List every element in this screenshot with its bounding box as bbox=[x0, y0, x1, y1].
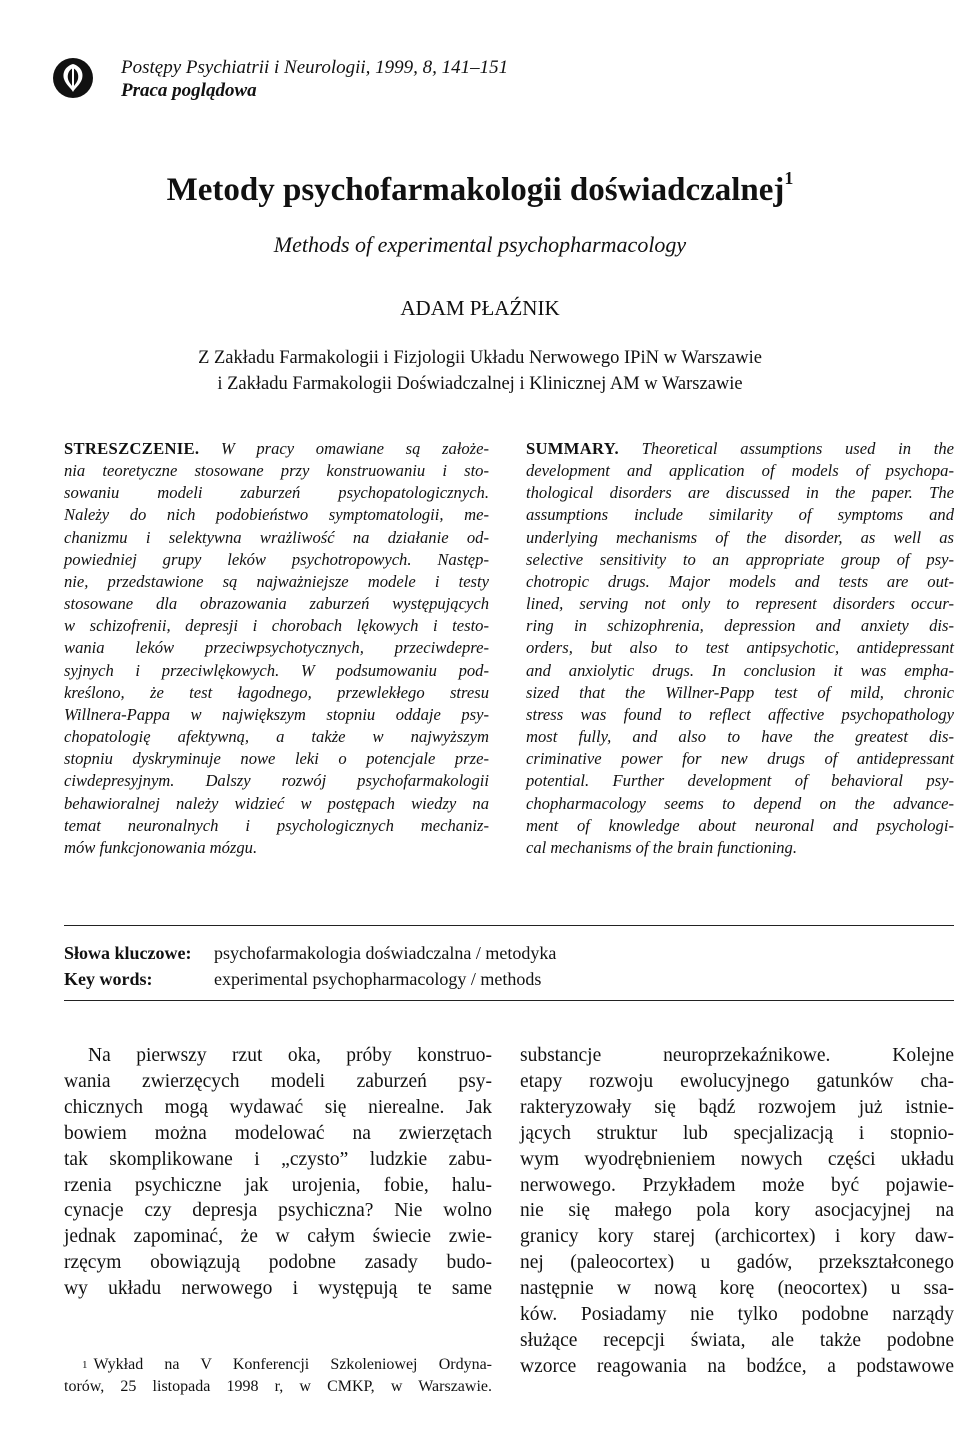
journal-logo-icon bbox=[52, 57, 94, 99]
journal-header bbox=[121, 56, 508, 102]
article-type: Praca poglądowa bbox=[121, 80, 257, 101]
abstract-line: thological disorders are discussed in the paper. The bbox=[526, 483, 954, 503]
body-line: jednak zapominać, że w całym świecie zwie- bbox=[64, 1226, 492, 1248]
body-line: nej (paleocortex) u gadów, przekształconego bbox=[520, 1252, 954, 1274]
body-line: rzęcym obowiązują podobne zasady budo- bbox=[64, 1252, 492, 1274]
body-line: substancje neuroprzekaźnikowe. Kolejne bbox=[520, 1045, 954, 1066]
body-line: ków. Posiadamy nie tylko podobne narządy bbox=[520, 1304, 954, 1326]
abstract-line: stopniu dyskryminuje nowe leki o potencjale prze- bbox=[64, 749, 489, 769]
abstract-line: nie, przedstawione są najważniejsze modele i testy bbox=[64, 571, 489, 591]
title-footnote-mark: 1 bbox=[784, 168, 794, 188]
abstract-line: nia teoretyczne stosowane przy konstruowaniu i sto- bbox=[64, 461, 489, 481]
abstract-line: assumptions include similarity of symptoms and bbox=[526, 505, 954, 525]
abstract-line: ring in schizophrenia, depression and anxiety dis- bbox=[526, 616, 954, 636]
keywords-label: Key words: bbox=[64, 969, 153, 989]
body-line: Na pierwszy rzut oka, próby konstruo- bbox=[88, 1045, 492, 1066]
body-line: wania zwierzęcych modeli zaburzeń psy- bbox=[64, 1070, 492, 1092]
abstract-line: most fully, and also to have the greatest dis- bbox=[526, 727, 954, 747]
body-line: służące recepcji świata, ale także podobne bbox=[520, 1329, 954, 1351]
abstract-line: wania leków przeciwpsychotycznych, przeciwdepre- bbox=[64, 638, 489, 658]
abstract-line: ment of knowledge about neuronal and psychologi- bbox=[526, 815, 954, 835]
abstract-line: criminative power for new drugs of antidepressant bbox=[526, 749, 954, 769]
abstract-line: potential. Further development of behavioral psy- bbox=[526, 771, 954, 791]
affiliation-line: i Zakładu Farmakologii Doświadczalnej i Klinicznej AM w Warszawie bbox=[217, 374, 743, 394]
abstract-english bbox=[526, 438, 954, 859]
abstract-line: underlying mechanisms of the disorder, as well as bbox=[526, 527, 954, 547]
affiliation bbox=[0, 345, 960, 397]
abstract-line: lined, serving not only to represent disorders occur- bbox=[526, 594, 954, 614]
abstract-line: powiedniej grupy leków psychotropowych. Następ- bbox=[64, 549, 489, 569]
abstract-line: syjnych i przeciwlękowych. W podsumowaniu pod- bbox=[64, 660, 489, 680]
body-column-left bbox=[64, 1043, 492, 1302]
abstract-line: Willnera-Pappa w największym stopniu oddaje psy- bbox=[64, 704, 489, 724]
abstract-line: chopatologię afektywną, a także w najwyższym bbox=[64, 727, 489, 747]
journal-citation: Postępy Psychiatrii i Neurologii, 1999, 8, 141–151 bbox=[121, 57, 509, 78]
body-line: bowiem można modelować na zwierzętach bbox=[64, 1122, 492, 1144]
body-line: tak skomplikowane i „czysto” ludzkie zabu- bbox=[64, 1148, 492, 1170]
body-line: nie się małego pola kory asocjacyjnej na bbox=[520, 1200, 954, 1222]
body-line: granicy kory starej (archicortex) i kory daw- bbox=[520, 1226, 954, 1248]
body-line: wym wyodrębnieniem nowych części układu bbox=[520, 1148, 954, 1170]
abstract-line: ciwdepresyjnym. Dalszy rozwój psychofarmakologii bbox=[64, 771, 489, 791]
keywords-label: Słowa kluczowe: bbox=[64, 943, 192, 963]
abstract-line: chopharmacology seems to depend on the advance- bbox=[526, 793, 954, 813]
author-name: ADAM PŁAŹNIK bbox=[400, 296, 560, 320]
body-line: etapy rozwoju ewolucyjnego gatunków cha- bbox=[520, 1070, 954, 1092]
abstract-line: stress was found to reflect affective psychopathology bbox=[526, 704, 954, 724]
footnote-line: $^1$ Wykład na V Konferencji Szkoleniowej Ordyna- bbox=[82, 1356, 492, 1373]
footnote-line: torów, 25 listopada 1998 r, w CMKP, w Warszawie. bbox=[64, 1378, 492, 1395]
abstract-line: sowaniu modeli zaburzeń psychopatologicznych. bbox=[64, 483, 489, 503]
affiliation-line: Z Zakładu Farmakologii i Fizjologii Układu Nerwowego IPiN w Warszawie bbox=[198, 348, 762, 368]
keywords-top-rule bbox=[64, 925, 954, 926]
abstract-line: cal mechanisms of the brain functioning. bbox=[526, 837, 798, 857]
abstract-polish bbox=[64, 438, 489, 859]
abstract-label: STRESZCZENIE. bbox=[64, 439, 200, 458]
abstract-line: SUMMARY. Theoretical assumptions used in the bbox=[526, 439, 954, 458]
body-line: wy układu nerwowego i występują te same bbox=[64, 1278, 492, 1300]
body-line: jących struktur lub specjalizacją i stopnio- bbox=[520, 1122, 954, 1144]
body-line: wzorce reagowania na bodźce, a podstawowe bbox=[520, 1355, 954, 1377]
abstract-line: sized that the Willner-Papp test of mild, chronic bbox=[526, 682, 954, 702]
body-column-right bbox=[520, 1043, 954, 1380]
body-line: następnie w nową korę (neocortex) u ssa- bbox=[520, 1278, 954, 1300]
body-line: cynacje czy depresja psychiczna? Nie wolno bbox=[64, 1200, 492, 1222]
abstract-line: behawioralnej należy widzieć w postępach wiedzy na bbox=[64, 793, 489, 813]
abstract-line: w schizofrenii, depresji i chorobach lękowych i testo- bbox=[64, 616, 489, 636]
abstract-label: SUMMARY. bbox=[526, 439, 619, 458]
title-text: Metody psychofarmakologii doświadczalnej bbox=[166, 172, 785, 208]
abstract-line: kreślono, że test łagodnego, przewlekłego stresu bbox=[64, 682, 489, 702]
abstract-line: temat neuronalnych i psychologicznych mechaniz- bbox=[64, 815, 489, 835]
abstract-line: stosowane dla obrazowania zaburzeń występujących bbox=[64, 594, 489, 614]
abstract-line: orders, but also to test antipsychotic, antidepressant bbox=[526, 638, 954, 658]
keywords-english bbox=[64, 969, 541, 990]
body-line: nerwowego. Przykładem może być pojawie- bbox=[520, 1174, 954, 1196]
article-title bbox=[0, 168, 960, 209]
abstract-line: Należy do nich podobieństwo symptomatologii, me- bbox=[64, 505, 489, 525]
body-line: rakteryzowały się bądź rozwojem już istnie- bbox=[520, 1096, 954, 1118]
footnote bbox=[64, 1354, 492, 1398]
footnote-mark: 1 bbox=[82, 1359, 88, 1371]
article-subtitle: Methods of experimental psychopharmacology bbox=[273, 232, 687, 257]
abstract-line: chotropic drugs. Major models and tests are out- bbox=[526, 571, 954, 591]
body-line: rzenia psychiczne jak urojenia, fobie, halu- bbox=[64, 1174, 492, 1196]
abstract-line: and anxiolytic drugs. In conclusion it was empha- bbox=[526, 660, 954, 680]
keywords-polish bbox=[64, 943, 556, 964]
keywords-value: psychofarmakologia doświadczalna / metodyka bbox=[214, 943, 557, 963]
abstract-line: mów funkcjonowania mózgu. bbox=[64, 837, 258, 857]
keywords-bottom-rule bbox=[64, 1000, 954, 1001]
abstract-line: STRESZCZENIE. W pracy omawiane są założe- bbox=[64, 439, 489, 458]
keywords-value: experimental psychopharmacology / methods bbox=[214, 969, 542, 989]
abstract-line: selective sensitivity to an appropriate group of psy- bbox=[526, 549, 954, 569]
abstract-line: development and application of models of psychopa- bbox=[526, 461, 954, 481]
abstract-line: chanizmu i selektywna wrażliwość na działanie od- bbox=[64, 527, 489, 547]
body-line: chicznych mogą wydawać się nierealne. Jak bbox=[64, 1096, 492, 1118]
